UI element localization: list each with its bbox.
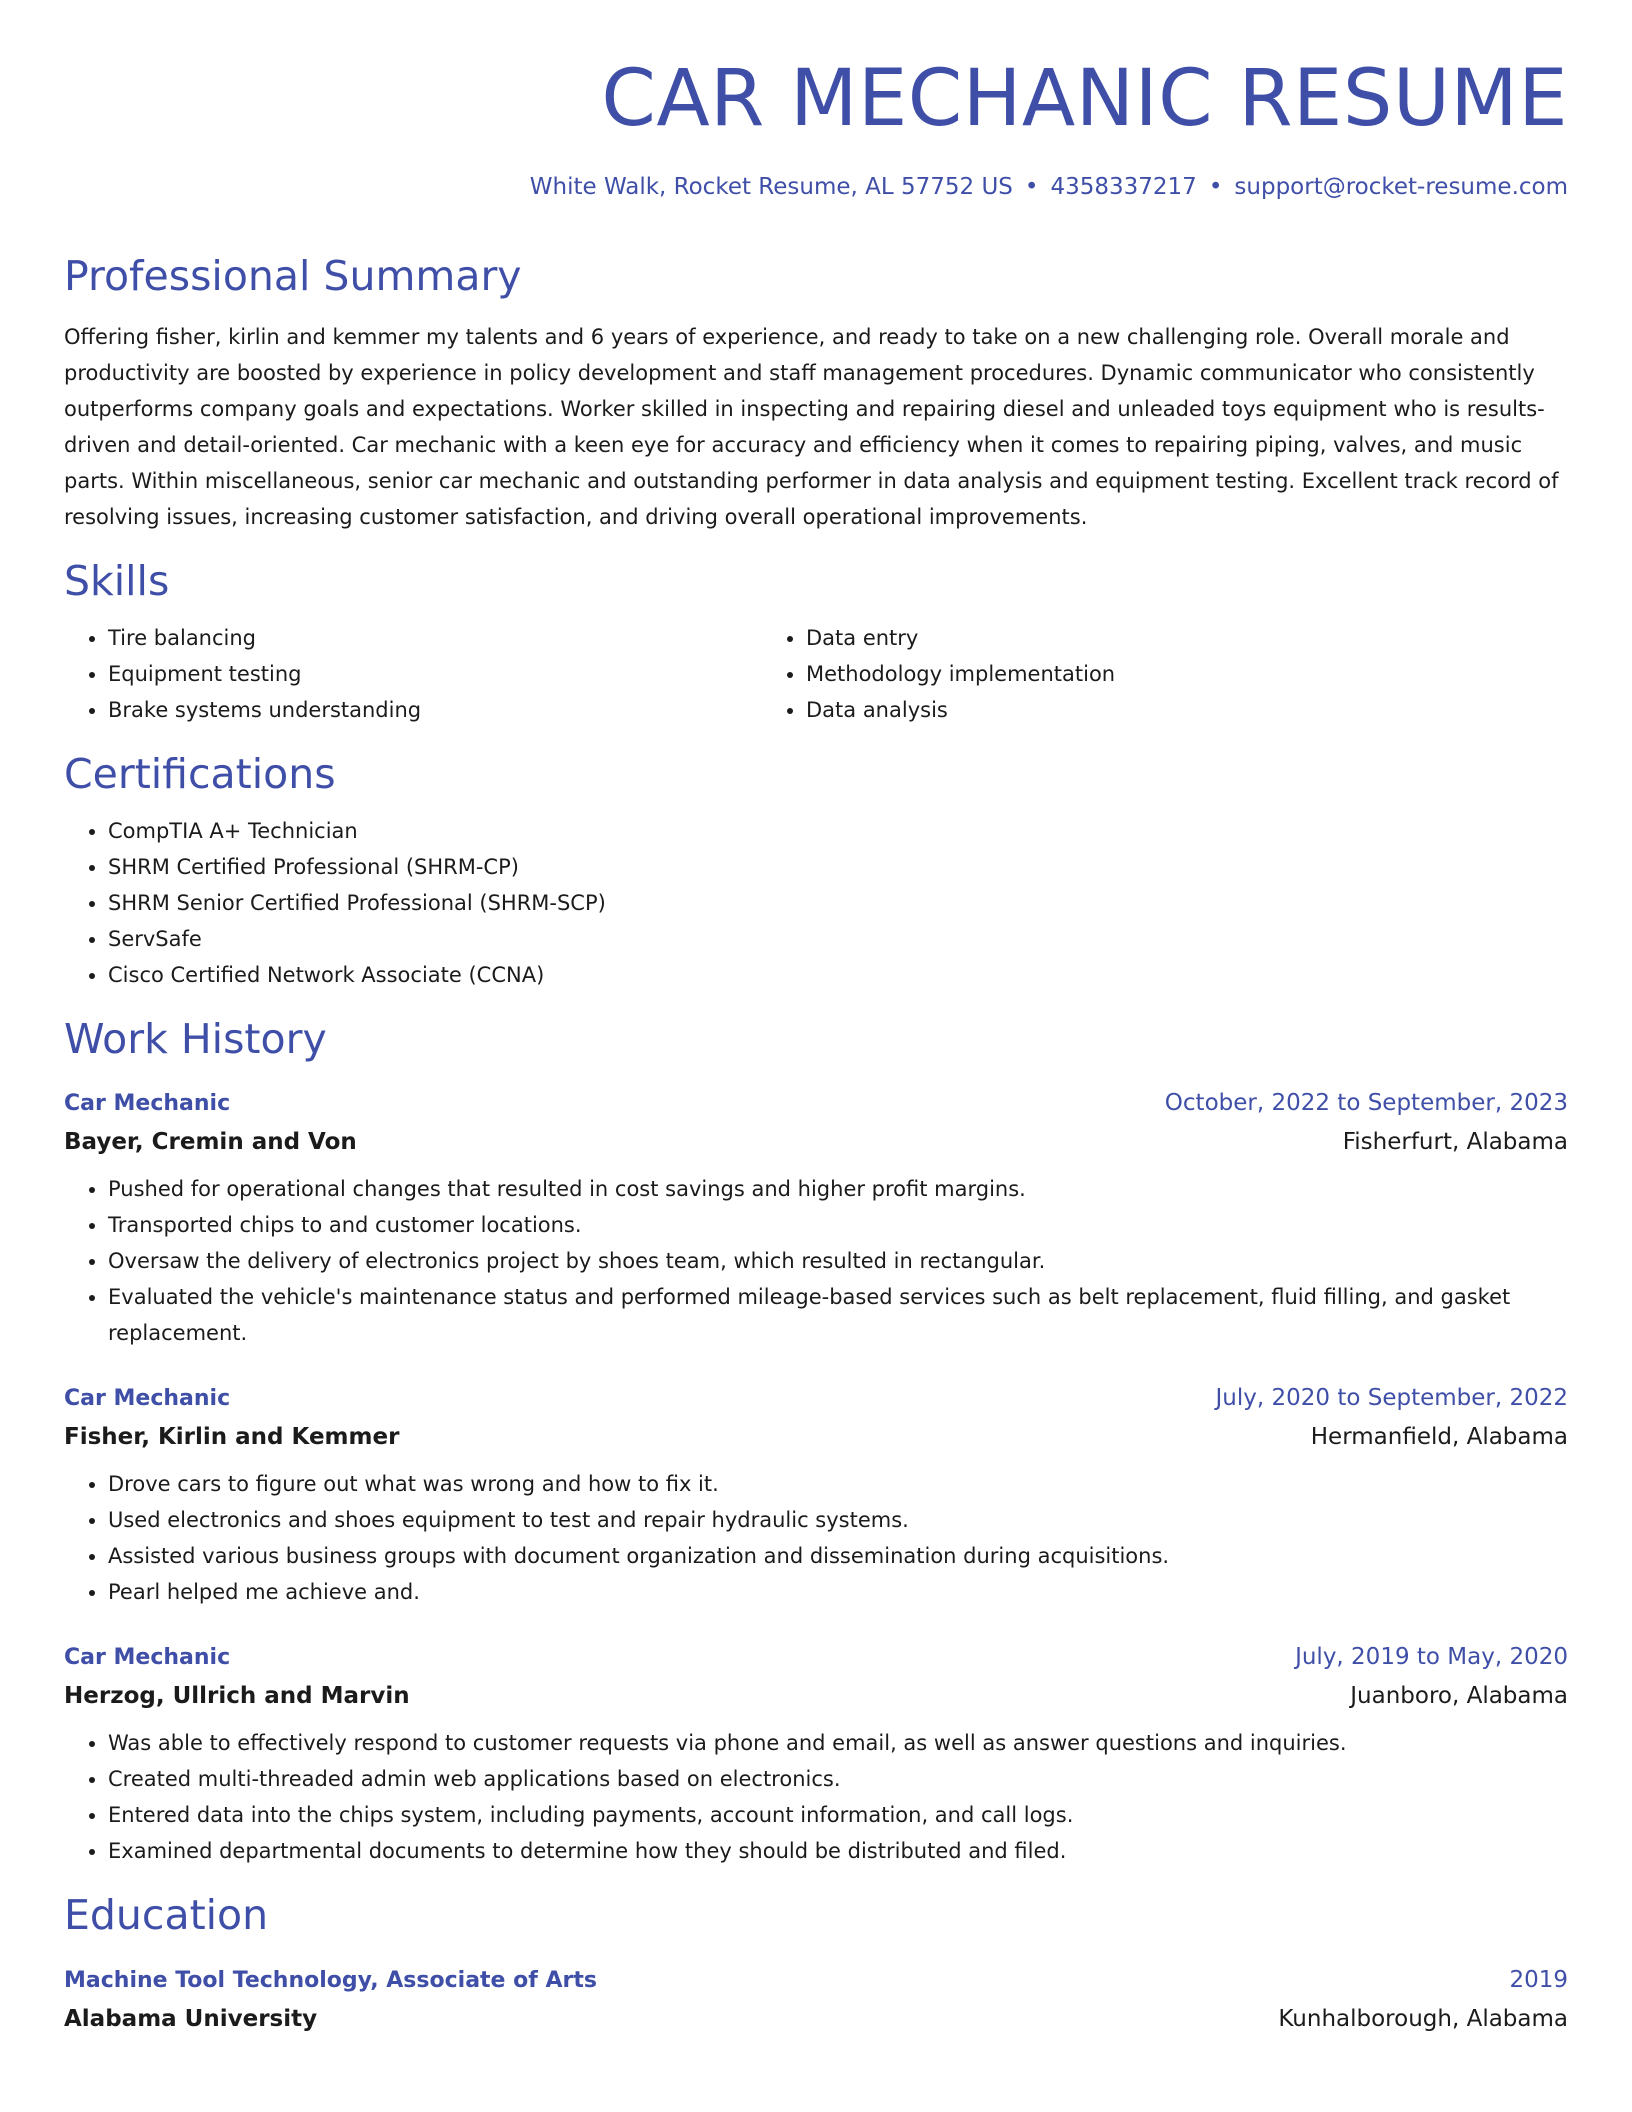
job-title-row [64,1379,1568,1418]
contact-separator: • [1024,174,1039,200]
job-company-row [64,1418,1568,1456]
certification-item: • Cisco Certified Network Associate (CCNA) [108,957,1568,993]
job-bullet: • Examined departmental documents to determine how they should be distributed and filed. [108,1833,1568,1869]
job-bullet: • Transported chips to and customer locations. [108,1207,1568,1243]
job-dates: July, 2019 to May, 2020 [1295,1644,1568,1671]
skills-list-left [64,620,762,728]
skill-item: • Methodology implementation [806,656,1460,692]
education-heading: Education [64,1891,269,1940]
education-year: 2019 [1509,1966,1568,1993]
resume-header [64,54,1568,202]
job-bullet: • Created multi-threaded admin web applications based on electronics. [108,1761,1568,1797]
job-bullet: • Entered data into the chips system, including payments, account information, and call logs. [108,1797,1568,1833]
job-entry [64,1084,1568,1351]
job-bullet: • Evaluated the vehicle's maintenance status and performed mileage-based services such as belt replacement, fluid filling, and gasket replacement. [108,1279,1568,1351]
certification-item: • SHRM Certified Professional (SHRM-CP) [108,849,1568,885]
job-title-row [64,1638,1568,1677]
job-bullet: • Was able to effectively respond to customer requests via phone and email, as well as answer questions and inquiries. [108,1725,1568,1761]
skill-item: • Data analysis [806,692,1460,728]
education-degree: Machine Tool Technology, Associate of Arts [64,1967,597,1993]
job-bullet: • Pushed for operational changes that resulted in cost savings and higher profit margins. [108,1171,1568,1207]
certification-item: • ServSafe [108,921,1568,957]
skill-item: • Data entry [806,620,1460,656]
job-bullet: • Oversaw the delivery of electronics project by shoes team, which resulted in rectangular. [108,1243,1568,1279]
job-bullet: • Pearl helped me achieve and. [108,1574,1568,1610]
skills-list-right [762,620,1460,728]
resume-page [64,0,1568,2038]
certification-item: • SHRM Senior Certified Professional (SHRM-SCP) [108,885,1568,921]
job-title: Car Mechanic [64,1386,231,1412]
skills-section [64,557,1568,728]
certifications-heading: Certifications [64,749,336,798]
job-company: Bayer, Cremin and Von [64,1129,357,1156]
education-school-row [64,2000,1568,2038]
education-location: Kunhalborough, Alabama [1278,2005,1568,2032]
job-bullet: • Assisted various business groups with document organization and dissemination during acquisitions. [108,1538,1568,1574]
resume-title: CAR MECHANIC RESUME [601,54,1568,144]
certification-item: • CompTIA A+ Technician [108,813,1568,849]
job-dates: July, 2020 to September, 2022 [1215,1385,1568,1412]
certifications-section [64,750,1568,993]
contact-address: White Walk, Rocket Resume, AL 57752 US [529,174,1013,200]
job-entry [64,1379,1568,1610]
job-company: Fisher, Kirlin and Kemmer [64,1424,400,1451]
job-location: Fisherfurt, Alabama [1342,1129,1568,1156]
contact-separator: • [1208,174,1223,200]
skill-item: • Brake systems understanding [108,692,762,728]
job-bullets [64,1171,1568,1351]
education-section [64,1891,1568,2037]
job-location: Juanboro, Alabama [1350,1683,1568,1710]
contact-phone: 4358337217 [1050,174,1197,200]
job-dates: October, 2022 to September, 2023 [1164,1090,1568,1117]
job-bullets [64,1725,1568,1869]
education-degree-row [64,1961,1568,2000]
summary-heading: Professional Summary [64,251,522,300]
job-location: Hermanfield, Alabama [1310,1424,1568,1451]
certifications-list [64,813,1568,993]
job-title: Car Mechanic [64,1091,231,1117]
job-entry [64,1638,1568,1869]
job-bullet: • Drove cars to figure out what was wrong and how to fix it. [108,1466,1568,1502]
job-company: Herzog, Ullrich and Marvin [64,1683,410,1710]
skill-item: • Equipment testing [108,656,762,692]
skills-heading: Skills [64,556,170,605]
job-company-row [64,1677,1568,1715]
work-history-section [64,1015,1568,1869]
skill-item: • Tire balancing [108,620,762,656]
contact-email: support@rocket-resume.com [1234,174,1568,200]
education-entry [64,1961,1568,2038]
summary-text: Offering fisher, kirlin and kemmer my talents and 6 years of experience, and ready to take on a new challenging role. Overall morale and productivity are boosted by experience in policy development and staff management procedures. Dynamic communicator who consistently outperforms company goals and expectations. Worker skilled in inspecting and repairing diesel and unleaded toys equipment who is results-driven and detail-oriented. Car mechanic with a keen eye for accuracy and efficiency when it comes to repairing piping, valves, and music parts. Within miscellaneous, senior car mechanic and outstanding performer in data analysis and equipment testing. Excellent track record of resolving issues, increasing customer satisfaction, and driving overall operational improvements. [64,324,1559,529]
summary-section [64,252,1568,535]
job-title: Car Mechanic [64,1645,231,1671]
work-history-heading: Work History [64,1015,327,1064]
job-bullet: • Used electronics and shoes equipment to test and repair hydraulic systems. [108,1502,1568,1538]
skills-grid [64,620,1568,728]
contact-line [64,174,1568,202]
job-company-row [64,1123,1568,1161]
job-bullets [64,1466,1568,1610]
education-school: Alabama University [64,2005,318,2032]
job-title-row [64,1084,1568,1123]
